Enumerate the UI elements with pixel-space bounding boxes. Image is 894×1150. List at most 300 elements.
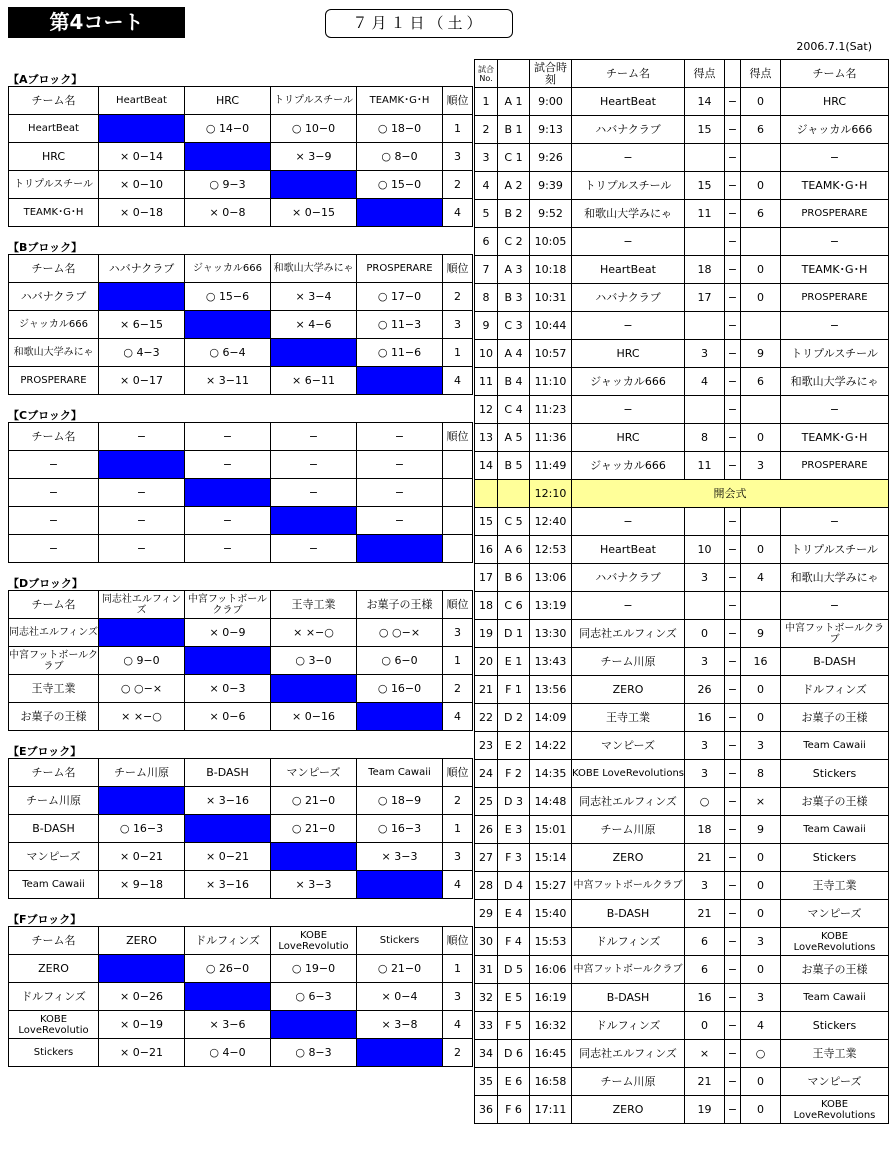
schedule-cell: B 2 [498,200,530,228]
schedule-cell: − [725,760,741,788]
block-header-cell: マンピーズ [271,759,357,787]
schedule-cell: 3 [741,452,781,480]
schedule-cell: 0 [741,1096,781,1124]
block-header-cell: PROSPERARE [357,255,443,283]
schedule-cell: 9:00 [530,88,572,116]
schedule-cell: Team Cawaii [781,984,889,1012]
schedule-cell: 11 [685,200,725,228]
schedule-cell: 0 [741,88,781,116]
team-name-cell: Stickers [9,1039,99,1067]
schedule-cell: 24 [475,760,498,788]
result-cell: − [357,451,443,479]
schedule-cell: 3 [741,928,781,956]
schedule-cell: − [781,508,889,536]
schedule-cell: − [725,1068,741,1096]
schedule-cell: − [725,1096,741,1124]
schedule-cell: 15:14 [530,844,572,872]
schedule-cell: 16 [741,648,781,676]
schedule-cell: HRC [572,340,685,368]
result-cell: − [99,479,185,507]
opening-ceremony-cell: 開会式 [572,480,889,508]
block-header-cell: 順位 [443,927,473,955]
schedule-cell: 11 [685,452,725,480]
rank-cell: 2 [443,283,473,311]
team-name-cell: ドルフィンズ [9,983,99,1011]
schedule-cell: − [725,508,741,536]
schedule-row [475,676,889,704]
schedule-cell: 10:05 [530,228,572,256]
result-cell: ○ 16−0 [357,675,443,703]
schedule-cell: 9:26 [530,144,572,172]
schedule-cell: 11:36 [530,424,572,452]
schedule-cell: E 1 [498,648,530,676]
result-cell: × 3−16 [185,871,271,899]
schedule-row [475,1068,889,1096]
schedule-cell: − [725,788,741,816]
schedule-cell: TEAMK･G･H [781,256,889,284]
schedule-cell: − [725,1012,741,1040]
schedule-cell: 15:53 [530,928,572,956]
schedule-cell: 6 [741,116,781,144]
self-match-cell [185,815,271,843]
result-cell: ○ 19−0 [271,955,357,983]
schedule-cell: 0 [685,1012,725,1040]
team-name-cell: HeartBeat [9,115,99,143]
schedule-row [475,592,889,620]
block-header-cell: お菓子の王様 [357,591,443,619]
rank-cell [443,507,473,535]
schedule-cell: A 5 [498,424,530,452]
schedule-cell: 31 [475,956,498,984]
self-match-cell [271,1011,357,1039]
schedule-cell: 3 [685,340,725,368]
schedule-row [475,704,889,732]
schedule-cell: 1 [475,88,498,116]
schedule-cell: 10:57 [530,340,572,368]
schedule-cell: 25 [475,788,498,816]
schedule-cell: 10:44 [530,312,572,340]
schedule-cell: 11:23 [530,396,572,424]
result-cell: ○ 11−6 [357,339,443,367]
schedule-cell: 0 [741,956,781,984]
schedule-header-cell: 得点 [685,60,725,88]
block-header-cell: HRC [185,87,271,115]
schedule-cell: 2 [475,116,498,144]
result-cell: × 0−21 [185,843,271,871]
schedule-cell: 13:30 [530,620,572,648]
self-match-cell [271,339,357,367]
team-name-cell: PROSPERARE [9,367,99,395]
block-header-cell: ZERO [99,927,185,955]
block-header-cell: チーム名 [9,423,99,451]
schedule-header-cell: 試合時刻 [530,60,572,88]
schedule-cell: PROSPERARE [781,284,889,312]
result-cell: × 3−8 [357,1011,443,1039]
schedule-cell: E 4 [498,900,530,928]
block-header-cell: 和歌山大学みにゃ [271,255,357,283]
schedule-cell: 16 [685,984,725,1012]
schedule-cell: 33 [475,1012,498,1040]
team-name-cell: チーム川原 [9,787,99,815]
schedule-cell: 3 [685,564,725,592]
block-title: 【Aブロック】 [8,73,83,86]
schedule-cell: マンピーズ [781,900,889,928]
schedule-cell: 0 [741,900,781,928]
schedule-cell: − [725,732,741,760]
result-cell: ○ 8−0 [357,143,443,171]
result-cell: ○ 6−3 [271,983,357,1011]
schedule-cell: B-DASH [572,984,685,1012]
team-name-cell: − [9,535,99,563]
self-match-cell [357,535,443,563]
team-name-cell: トリプルスチール [9,171,99,199]
schedule-cell: − [725,816,741,844]
result-cell: × 0−4 [357,983,443,1011]
schedule-cell: D 4 [498,872,530,900]
schedule-cell: お菓子の王様 [781,956,889,984]
result-cell: × 0−8 [185,199,271,227]
self-match-cell [271,843,357,871]
schedule-cell: 王寺工業 [781,872,889,900]
schedule-cell: 0 [685,620,725,648]
rank-cell: 1 [443,815,473,843]
schedule-cell: 10:18 [530,256,572,284]
result-cell: × 3−3 [357,843,443,871]
schedule-cell: − [725,676,741,704]
schedule-cell: 15 [685,116,725,144]
schedule-cell: 3 [685,760,725,788]
schedule-cell: 10:31 [530,284,572,312]
schedule-cell: Stickers [781,1012,889,1040]
schedule-cell [741,592,781,620]
schedule-cell: TEAMK･G･H [781,424,889,452]
schedule-cell: 18 [685,256,725,284]
schedule-row [475,144,889,172]
schedule-cell: B 6 [498,564,530,592]
self-match-cell [357,871,443,899]
schedule-cell: − [725,340,741,368]
rank-cell [443,451,473,479]
schedule-cell: 16 [685,704,725,732]
block-header-cell: 順位 [443,87,473,115]
rank-cell [443,479,473,507]
result-cell: × 0−3 [185,675,271,703]
schedule-row [475,452,889,480]
schedule-cell: 9:13 [530,116,572,144]
schedule-cell: 18 [685,816,725,844]
schedule-cell: 0 [741,844,781,872]
schedule-cell: 11:10 [530,368,572,396]
schedule-cell: − [725,564,741,592]
result-cell: × 0−14 [99,143,185,171]
schedule-cell: D 3 [498,788,530,816]
result-cell: × 0−19 [99,1011,185,1039]
schedule-cell: 5 [475,200,498,228]
schedule-cell: E 2 [498,732,530,760]
block-header-cell: 順位 [443,255,473,283]
schedule-cell: − [572,508,685,536]
result-cell: × 0−6 [185,703,271,731]
result-cell: − [185,507,271,535]
schedule-cell: HeartBeat [572,536,685,564]
schedule-cell: 15:27 [530,872,572,900]
block-header-cell: HeartBeat [99,87,185,115]
schedule-cell: 14 [475,452,498,480]
schedule-cell: − [572,396,685,424]
team-name-cell: マンピーズ [9,843,99,871]
schedule-cell: 6 [741,200,781,228]
schedule-header-cell [725,60,741,88]
team-name-cell: お菓子の王様 [9,703,99,731]
schedule-cell: 3 [685,872,725,900]
block-table [8,758,473,899]
schedule-cell: ZERO [572,1096,685,1124]
schedule-cell: B 4 [498,368,530,396]
block-header-cell: − [99,423,185,451]
team-name-cell: 同志社エルフィンズ [9,619,99,647]
schedule-cell: B-DASH [572,900,685,928]
rank-cell: 1 [443,339,473,367]
schedule-cell: − [725,984,741,1012]
schedule-cell: 0 [741,256,781,284]
block-header-cell: − [185,423,271,451]
schedule-cell [685,592,725,620]
schedule-cell: 27 [475,844,498,872]
rank-cell: 3 [443,619,473,647]
schedule-cell [741,228,781,256]
schedule-row [475,1012,889,1040]
rank-cell: 2 [443,171,473,199]
result-cell: ○ 11−3 [357,311,443,339]
schedule-cell: 17 [475,564,498,592]
schedule-cell: 36 [475,1096,498,1124]
schedule-row [475,480,889,508]
schedule-row [475,620,889,648]
result-cell: − [271,535,357,563]
schedule-cell: − [572,144,685,172]
result-cell: × 0−21 [99,1039,185,1067]
schedule-cell: 中宮フットボールクラブ [572,956,685,984]
schedule-cell: ドルフィンズ [572,1012,685,1040]
block-title: 【Fブロック】 [8,913,82,926]
result-cell: × 3−9 [271,143,357,171]
result-cell: × ×−○ [99,703,185,731]
block-header-cell: トリプルスチール [271,87,357,115]
result-cell: ○ 15−6 [185,283,271,311]
schedule-cell: 3 [685,648,725,676]
schedule-cell [685,508,725,536]
schedule-cell: 0 [741,676,781,704]
schedule-cell: − [725,88,741,116]
schedule-row [475,872,889,900]
result-cell: ○ 18−0 [357,115,443,143]
schedule-cell: 4 [741,1012,781,1040]
team-name-cell: B-DASH [9,815,99,843]
schedule-row [475,956,889,984]
result-cell: × 6−11 [271,367,357,395]
team-name-cell: − [9,451,99,479]
result-cell: ○ 18−9 [357,787,443,815]
block-header-cell: ドルフィンズ [185,927,271,955]
team-name-cell: ZERO [9,955,99,983]
schedule-cell: 14:35 [530,760,572,788]
self-match-cell [185,983,271,1011]
schedule-cell: 7 [475,256,498,284]
schedule-cell: × [685,1040,725,1068]
schedule-cell: 王寺工業 [572,704,685,732]
schedule-cell: ZERO [572,676,685,704]
block-header-cell: ハバナクラブ [99,255,185,283]
schedule-cell: 4 [685,368,725,396]
schedule-cell: 15:40 [530,900,572,928]
schedule-cell: 20 [475,648,498,676]
result-cell: ○ 6−0 [357,647,443,675]
rank-cell: 3 [443,311,473,339]
schedule-cell: 10 [475,340,498,368]
schedule-cell: 6 [685,928,725,956]
schedule-cell [741,508,781,536]
schedule-header-cell [498,60,530,88]
schedule-cell: Team Cawaii [781,732,889,760]
schedule-cell: 9:39 [530,172,572,200]
block-header-cell: ジャッカル666 [185,255,271,283]
schedule-row [475,200,889,228]
block-header-cell: 順位 [443,591,473,619]
schedule-cell: 0 [741,172,781,200]
team-name-cell: Team Cawaii [9,871,99,899]
schedule-cell: 22 [475,704,498,732]
team-name-cell: ハバナクラブ [9,283,99,311]
block-header-cell: チーム名 [9,87,99,115]
schedule-cell: 6 [685,956,725,984]
schedule-row [475,648,889,676]
schedule-cell: C 2 [498,228,530,256]
self-match-cell [185,647,271,675]
result-cell: ○ 10−0 [271,115,357,143]
rank-cell [443,535,473,563]
schedule-cell [685,144,725,172]
schedule-cell: 15 [685,172,725,200]
result-cell: × 3−11 [185,367,271,395]
schedule-cell: 21 [685,844,725,872]
result-cell: ○ 15−0 [357,171,443,199]
team-name-cell: TEAMK･G･H [9,199,99,227]
schedule-cell: 0 [741,1068,781,1096]
schedule-cell [741,144,781,172]
schedule-cell: E 5 [498,984,530,1012]
schedule-row [475,116,889,144]
schedule-row [475,760,889,788]
schedule-cell: F 2 [498,760,530,788]
schedule-cell: 17:11 [530,1096,572,1124]
schedule-cell: 13:43 [530,648,572,676]
schedule-cell: KOBE LoveRevolutions [781,928,889,956]
team-name-cell: KOBE LoveRevolutio [9,1011,99,1039]
schedule-cell: ジャッカル666 [572,368,685,396]
schedule-cell: 13:56 [530,676,572,704]
schedule-cell: − [725,256,741,284]
schedule-cell: 0 [741,284,781,312]
block-header-cell: KOBE LoveRevolutio [271,927,357,955]
schedule-cell: HeartBeat [572,256,685,284]
schedule-cell: ハバナクラブ [572,116,685,144]
schedule-cell [685,228,725,256]
schedule-cell [685,312,725,340]
rank-cell: 1 [443,115,473,143]
result-cell: − [185,535,271,563]
schedule-cell: 21 [685,1068,725,1096]
schedule-cell: 同志社エルフィンズ [572,620,685,648]
schedule-cell: チーム川原 [572,648,685,676]
schedule-cell: − [725,312,741,340]
schedule-cell: F 6 [498,1096,530,1124]
schedule-cell: ハバナクラブ [572,284,685,312]
schedule-cell [498,480,530,508]
schedule-cell: 和歌山大学みにゃ [572,200,685,228]
self-match-cell [185,479,271,507]
schedule-cell [685,396,725,424]
schedule-cell: − [725,592,741,620]
schedule-cell: 9 [741,620,781,648]
schedule-cell: 0 [741,536,781,564]
schedule-cell: トリプルスチール [781,536,889,564]
schedule-cell: 14:22 [530,732,572,760]
schedule-cell: PROSPERARE [781,452,889,480]
rank-cell: 1 [443,955,473,983]
schedule-header-cell: チーム名 [781,60,889,88]
result-cell: ○ 14−0 [185,115,271,143]
self-match-cell [99,787,185,815]
block-header-cell: 中宮フットボールクラブ [185,591,271,619]
block-header-cell: 同志社エルフィンズ [99,591,185,619]
schedule-cell: 12:10 [530,480,572,508]
schedule-cell: 11 [475,368,498,396]
schedule-cell: ○ [685,788,725,816]
schedule-cell: − [725,956,741,984]
result-cell: − [357,479,443,507]
result-cell: × 3−4 [271,283,357,311]
schedule-cell: 3 [475,144,498,172]
block-table [8,86,473,227]
schedule-cell: HRC [781,88,889,116]
schedule-cell: E 6 [498,1068,530,1096]
schedule-cell: − [781,592,889,620]
schedule-row [475,312,889,340]
schedule-cell: − [725,536,741,564]
schedule-cell: 35 [475,1068,498,1096]
self-match-cell [357,367,443,395]
schedule-cell: − [725,144,741,172]
court-title: 第4コート [8,7,185,38]
schedule-cell: KOBE LoveRevolutions [781,1096,889,1124]
block-title: 【Eブロック】 [8,745,82,758]
schedule-cell: 14 [685,88,725,116]
schedule-cell: 16:32 [530,1012,572,1040]
team-name-cell: 中宮フットボールクラブ [9,647,99,675]
schedule-cell: 32 [475,984,498,1012]
result-cell: × 0−17 [99,367,185,395]
schedule-cell: 16:19 [530,984,572,1012]
schedule-cell: Stickers [781,760,889,788]
block-header-cell: チーム名 [9,927,99,955]
rank-cell: 3 [443,843,473,871]
schedule-cell: − [725,872,741,900]
schedule-cell: 18 [475,592,498,620]
team-name-cell: 和歌山大学みにゃ [9,339,99,367]
result-cell: ○ 26−0 [185,955,271,983]
schedule-cell: 19 [475,620,498,648]
result-cell: × 0−21 [99,843,185,871]
